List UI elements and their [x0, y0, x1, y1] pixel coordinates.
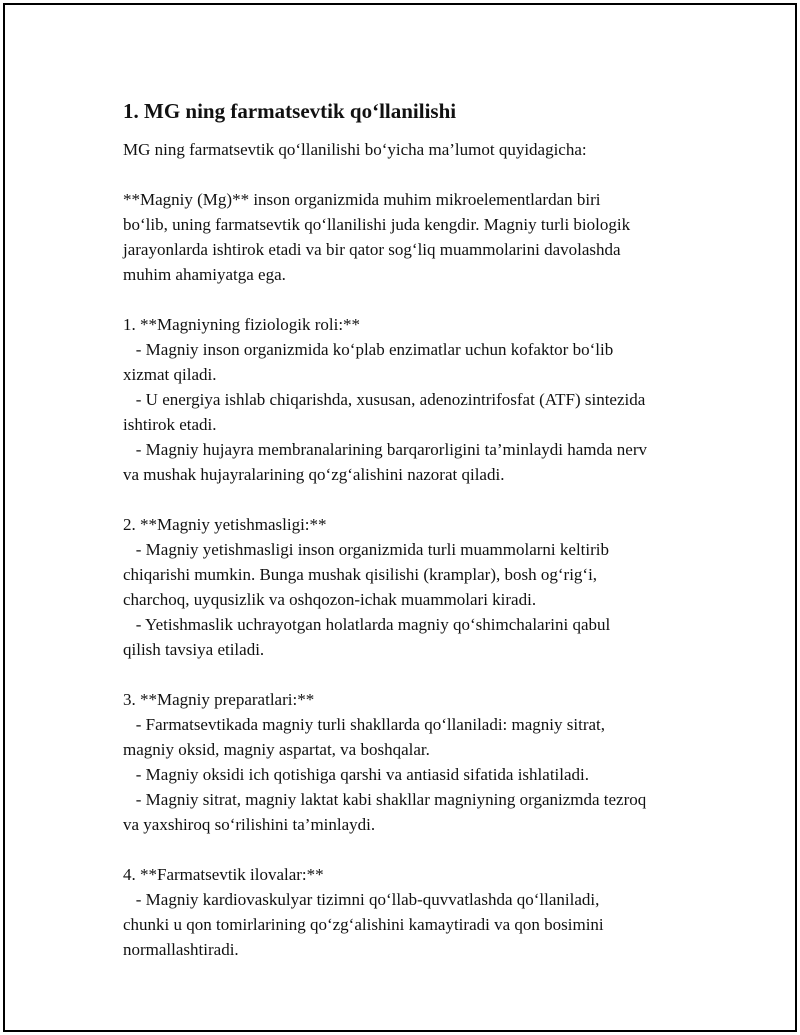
section-pharmaceutical-applications: 4. **Farmatsevtik ilovalar:** - Magniy kardiovaskulyar tizimni qo‘llab-quvvatlashda qo‘llaniladi, chunki u qon tomirlarining qo‘zg‘alishini kamaytiradi va qon bosimini normallashtiradi.: [123, 865, 604, 959]
section-preparations: 3. **Magniy preparatlari:** - Farmatsevtikada magniy turli shakllarda qo‘llaniladi: magniy sitrat, magniy oksid, magniy aspartat, va boshqalar. - Magniy oksidi ich qotishiga qarshi va antiasid sifatida ishlatiladi. - Magniy sitrat, magniy laktat kabi shakllar magniyning organizmda tezroq va yaxshiroq so‘rilishini ta’minlaydi.: [123, 690, 647, 834]
page-frame: [3, 3, 797, 1032]
document-title: 1. MG ning farmatsevtik qo‘llanilishi: [123, 99, 457, 123]
document-body: [123, 97, 713, 962]
overview-paragraph: **Magniy (Mg)** inson organizmida muhim mikroelementlardan biri bo‘lib, uning farmatsevtik qo‘llanilishi juda kengdir. Magniy turli biologik jarayonlarda ishtirok etadi va bir qator sog‘liq muammolarini davolashda muhim ahamiyatga ega.: [123, 190, 631, 284]
paragraph-spacer: [123, 162, 713, 187]
paragraph-spacer: [123, 837, 713, 862]
section-physiological-role: 1. **Magniyning fiziologik roli:** - Magniy inson organizmida ko‘plab enzimatlar uchun kofaktor bo‘lib xizmat qiladi. - U energiya ishlab chiqarishda, xususan, adenozintrifosfat (ATF) sintezida ishtirok etadi. - Magniy hujayra membranalarining barqarorligini ta’minlaydi hamda nerv va mushak hujayralarining qo‘zg‘alishini nazorat qiladi.: [123, 315, 647, 484]
section-deficiency: 2. **Magniy yetishmasligi:** - Magniy yetishmasligi inson organizmida turli muammolarni keltirib chiqarishi mumkin. Bunga mushak qisilishi (kramplar), bosh og‘rig‘i, charchoq, uyqusizlik va oshqozon-ichak muammolari kiradi. - Yetishmaslik uchrayotgan holatlarda magniy qo‘shimchalarini qabul qilish tavsiya etiladi.: [123, 515, 611, 659]
paragraph-spacer: [123, 287, 713, 312]
paragraph-spacer: [123, 662, 713, 687]
paragraph-spacer: [123, 487, 713, 512]
intro-paragraph: MG ning farmatsevtik qo‘llanilishi bo‘yicha ma’lumot quyidagicha:: [123, 140, 587, 159]
